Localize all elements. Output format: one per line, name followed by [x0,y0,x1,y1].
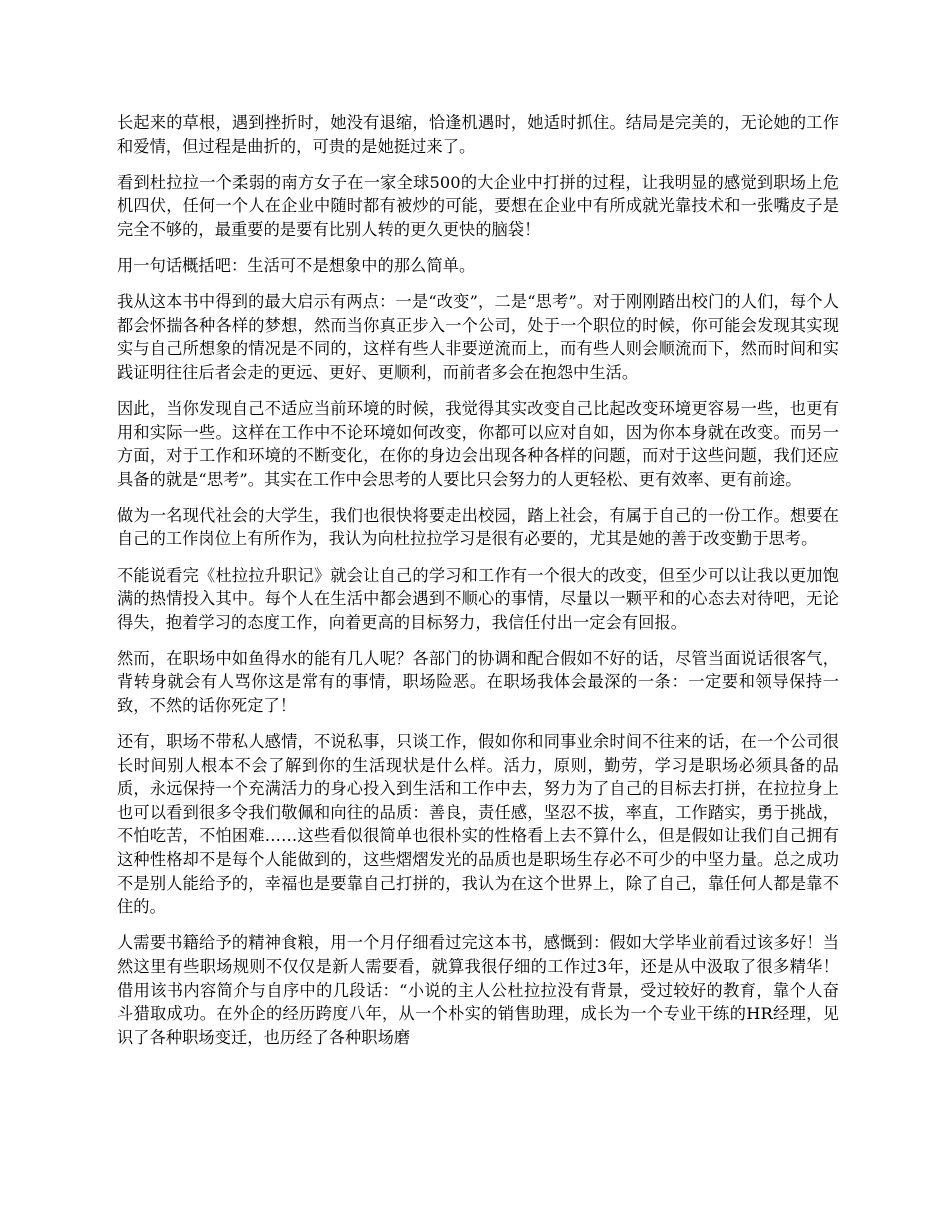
paragraph-6: 做为一名现代社会的大学生，我们也很快将要走出校园，踏上社会，有属于自己的一份工作。想要在自己的工作岗位上有所作为，我认为向杜拉拉学习是很有必要的，尤其是她的善于改变勤于思考。 [117,505,839,549]
paragraph-5: 因此，当你发现自己不适应当前环境的时候，我觉得其实改变自己比起改变环境更容易一些，也更有用和实际一些。这样在工作中不论环境如何改变，你都可以应对自如，因为你本身就在改变。而另一方面，对于工作和环境的不断变化，在你的身边会出现各种各样的问题，而对于这些问题，我们还应具备的就是“思考”。其实在工作中会思考的人要比只会努力的人更轻松、更有效率、更有前途。 [117,398,839,489]
paragraph-7: 不能说看完《杜拉拉升职记》就会让自己的学习和工作有一个很大的改变，但至少可以让我以更加饱满的热情投入其中。每个人在生活中都会遇到不顺心的事情，尽量以一颗平和的心态去对待吧，无论得失，抱着学习的态度工作，向着更高的目标努力，我信任付出一定会有回报。 [117,565,839,632]
document-page [117,111,839,1062]
paragraph-4: 我从这本书中得到的最大启示有两点：一是“改变”，二是“思考”。对于刚刚踏出校门的人们，每个人都会怀揣各种各样的梦想，然而当你真正步入一个公司，处于一个职位的时候，你可能会发现其实现实与自己所想象的情况是不同的，这样有些人非要逆流而上，而有些人则会顺流而下，然而时间和实践证明往往后者会走的更远、更好、更顺利，而前者多会在抱怨中生活。 [117,292,839,382]
paragraph-3: 用一句话概括吧：生活可不是想象中的那么简单。 [117,255,476,275]
paragraph-2: 看到杜拉拉一个柔弱的南方女子在一家全球500的大企业中打拼的过程，让我明显的感觉到职场上危机四伏，任何一个人在企业中随时都有被炒的可能，要想在企业中有所成就光靠技术和一张嘴皮子是完全不够的，最重要的是要有比别人转的更久更快的脑袋！ [117,172,839,239]
paragraph-9: 还有，职场不带私人感情，不说私事，只谈工作，假如你和同事业余时间不往来的话，在一个公司很长时间别人根本不会了解到你的生活现状是什么样。活力，原则，勤劳，学习是职场必须具备的品质，永远保持一个充满活力的身心投入到生活和工作中去，努力为了自己的目标去打拼，在拉拉身上也可以看到很多令我们敬佩和向往的品质：善良，责任感，坚忍不拔，率直，工作踏实，勇于挑战，不怕吃苦，不怕困难……这些看似很简单也很朴实的性格看上去不算什么，但是假如让我们自己拥有这种性格却不是每个人能做到的，这些熠熠发光的品质也是职场生存必不可少的中坚力量。总之成功不是别人能给予的，幸福也是要靠自己打拼的，我认为在这个世界上，除了自己，靠任何人都是靠不住的。 [117,732,839,917]
paragraph-10: 人需要书籍给予的精神食粮，用一个月仔细看过完这本书，感慨到：假如大学毕业前看过该多好！当然这里有些职场规则不仅仅是新人需要看，就算我很仔细的工作过3年，还是从中汲取了很多精华！借用该书内容简介与自序中的几段话：“小说的主人公杜拉拉没有背景，受过较好的教育，靠个人奋斗猎取成功。在外企的经历跨度八年，从一个朴实的销售助理，成长为一个专业干练的HR经理，见识了各种职场变迁，也历经了各种职场磨 [117,933,839,1047]
paragraph-8: 然而，在职场中如鱼得水的能有几人呢？各部门的协调和配合假如不好的话，尽管当面说话很客气，背转身就会有人骂你这是常有的事情，职场险恶。在职场我体会最深的一条：一定要和领导保持一致，不然的话你死定了！ [117,648,839,715]
paragraph-1: 长起来的草根，遇到挫折时，她没有退缩，恰逢机遇时，她适时抓住。结局是完美的，无论她的工作和爱情，但过程是曲折的，可贵的是她挺过来了。 [117,113,839,156]
